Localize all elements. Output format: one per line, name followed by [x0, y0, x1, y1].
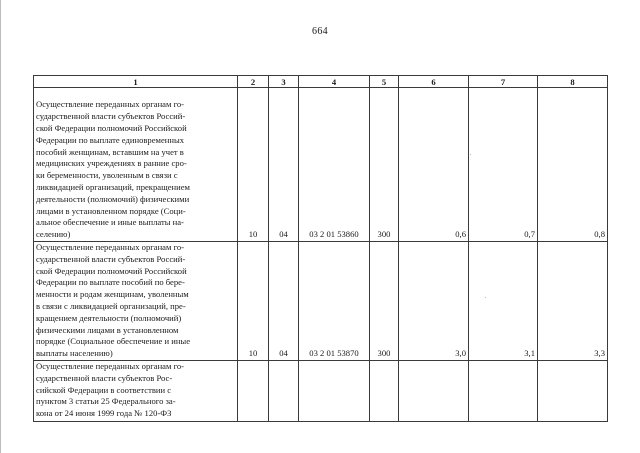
header-cell: 3 [269, 76, 299, 88]
header-cell: 4 [299, 76, 370, 88]
header-cell: 8 [538, 76, 608, 88]
header-cell: 7 [469, 76, 538, 88]
row-value-1: 3,0 [399, 242, 469, 361]
row-value-1 [399, 361, 469, 422]
row-target-article [299, 361, 370, 422]
row-value-3 [538, 361, 608, 422]
row-section [238, 361, 269, 422]
row-expense-type [370, 361, 399, 422]
budget-table [33, 75, 608, 422]
row-section: 10 [238, 242, 269, 361]
header-cell: 5 [370, 76, 399, 88]
row-target-article: 03 2 01 53870 [299, 242, 370, 361]
row-subsection: 04 [269, 242, 299, 361]
header-cell: 1 [34, 76, 238, 88]
page-number: 664 [312, 26, 328, 37]
row-value-3: 0,8 [538, 88, 608, 242]
table-row [34, 242, 608, 361]
row-description: Осуществление переданных органам го- сударственной власти субъектов Рос- сийской Федерации в соответствии с пунктом 3 статьи 25 Федерального за- кона от 24 июня 1999 года № 120-ФЗ [34, 361, 238, 422]
scan-edge-line [0, 0, 1, 453]
row-expense-type: 300 [370, 88, 399, 242]
row-subsection: 04 [269, 88, 299, 242]
row-value-2: 0,7 [469, 88, 538, 242]
header-cell: 6 [399, 76, 469, 88]
row-value-2 [469, 361, 538, 422]
row-target-article: 03 2 01 53860 [299, 88, 370, 242]
header-cell: 2 [238, 76, 269, 88]
table-header-row [34, 76, 608, 88]
row-value-3: 3,3 [538, 242, 608, 361]
row-value-1: 0,6 [399, 88, 469, 242]
table-row [34, 361, 608, 422]
row-section: 10 [238, 88, 269, 242]
row-expense-type: 300 [370, 242, 399, 361]
table-row [34, 88, 608, 242]
row-description: Осуществление переданных органам го- сударственной власти субъектов Россий- ской Федерации полномочий Российской Федерации по выплате пособий по бере- менности и родам женщинам, уволенным в связи с ликвидацией организаций, пре- кращением деятельности (полномочий) физическими лицами в установленном порядке (Социальное обеспечение и иные выплаты населению) [34, 242, 238, 361]
row-subsection [269, 361, 299, 422]
row-description: Осуществление переданных органам го- сударственной власти субъектов Россий- ской Федерации полномочий Российской Федерации по выплате единовременных пособий женщинам, вставшим на учет в медицинских учреждениях в ранние сро- ки беременности, уволенным в связи с ликвидацией организаций, прекращением деятельности (полномочий) физическими лицами в установленном порядке (Соци- альное обеспечение и иные выплаты на- селению) [34, 88, 238, 242]
row-value-2: 3,1 [469, 242, 538, 361]
